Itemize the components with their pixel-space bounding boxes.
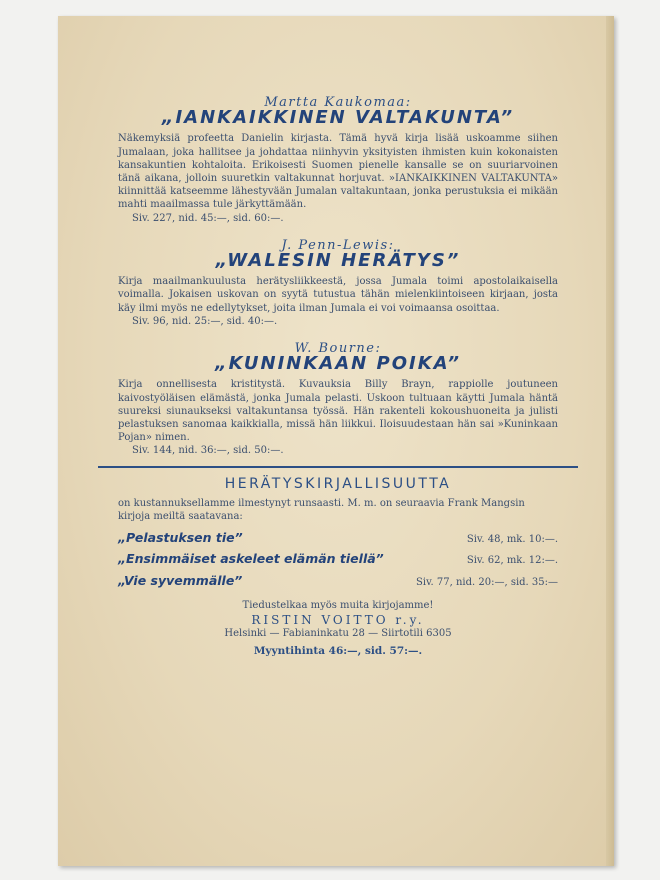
- list-item-price: Siv. 62, mk. 12:—.: [466, 555, 558, 567]
- book-entry: [118, 239, 558, 328]
- book-author: J. Penn-Lewis:: [281, 237, 395, 253]
- divider: [98, 466, 578, 468]
- book-entry: [118, 96, 558, 225]
- cover-edge: [606, 16, 614, 866]
- book-author: W. Bourne:: [294, 341, 382, 357]
- publisher-name: RISTIN VOITTO r.y.: [251, 613, 425, 628]
- list-item-price: Siv. 48, mk. 10:—.: [466, 534, 558, 546]
- section-heading: HERÄTYSKIRJALLISUUTTA: [224, 475, 452, 492]
- book-price: Siv. 144, nid. 36:—, sid. 50:—.: [132, 445, 284, 457]
- book-title: „IANKAIKKINEN VALTAKUNTA”: [161, 107, 515, 129]
- book-description: Kirja maailmankuulusta herätysliikkeestä, jossa Jumala toimi apostolaikaisella voimalla. Jokaisen uskovan on syytä tutustua tähän mielenkiintoiseen kirjaan, josta käy ilmi myös ne edellytykset, joita ilman Jumala ei voi voimaansa osoittaa.: [118, 276, 558, 314]
- book-price: Siv. 96, nid. 25:—, sid. 40:—.: [132, 315, 278, 327]
- sale-price: Myyntihinta 46:—, sid. 57:—.: [253, 644, 423, 657]
- list-item: [118, 552, 558, 567]
- book-price: Siv. 227, nid. 45:—, sid. 60:—.: [132, 212, 284, 224]
- list-item-title: „Pelastuksen tie”: [118, 530, 243, 546]
- book-back-cover: [58, 16, 614, 866]
- publisher-address: Helsinki — Fabianinkatu 28 — Siirtotili 6305: [224, 628, 452, 640]
- list-item: [118, 531, 558, 546]
- book-description: Näkemyksiä profeetta Danielin kirjasta. Tämä hyvä kirja lisää uskoamme siihen Jumalaan, joka hallitsee ja johdattaa niinhyvin yksityisten ihmisten kuin kokonaisten kansakuntien kohtaloita. Erikoisesti Suomen pienelle kansalle se on suuriarvoinen tänä aikana, jolloin suuretkin valtakunnat horjuvat. »IANKAIKKINEN VALTAKUNTA» kiinnittää katseemme lähestyvään Jumalan valtakuntaan, jonka perustuksia ei mikään mahti maailmassa tule järkyttämään.: [118, 133, 558, 211]
- list-item-title: „Vie syvemmälle”: [118, 572, 243, 588]
- book-entry: [118, 342, 558, 458]
- footer: [118, 599, 558, 658]
- section-intro: on kustannuksellamme ilmestynyt runsaasti. M. m. on seuraavia Frank Mangsin kirjoja meiltä saatavana:: [118, 497, 525, 523]
- book-title: „WALESIN HERÄTYS”: [215, 250, 461, 272]
- book-title: „KUNINKAAN POIKA”: [215, 353, 461, 375]
- book-description: Kirja onnellisesta kristitystä. Kuvauksia Billy Brayn, rappiolle joutuneen kaivostyöläisen elämästä, jonka Jumala pelasti. Uskoon tultuaan käytti Jumala häntä suureksi siunaukseksi valtakuntansa työssä. Hän rakenteli kokoushuoneita ja julisti pelastuksen sanomaa kaikkialla, missä hän liikkui. Iloisuudestaan hän sai »Kuninkaan Pojan» nimen.: [118, 379, 558, 444]
- cover-content: [118, 96, 558, 658]
- list-item-price: Siv. 77, nid. 20:—, sid. 35:—: [416, 576, 558, 588]
- book-author: Martta Kaukomaa:: [264, 95, 412, 110]
- list-item: [118, 574, 558, 589]
- list-item-title: „Ensimmäiset askeleet elämän tiellä”: [118, 551, 384, 567]
- footer-ask: Tiedustelkaa myös muita kirjojamme!: [242, 599, 434, 611]
